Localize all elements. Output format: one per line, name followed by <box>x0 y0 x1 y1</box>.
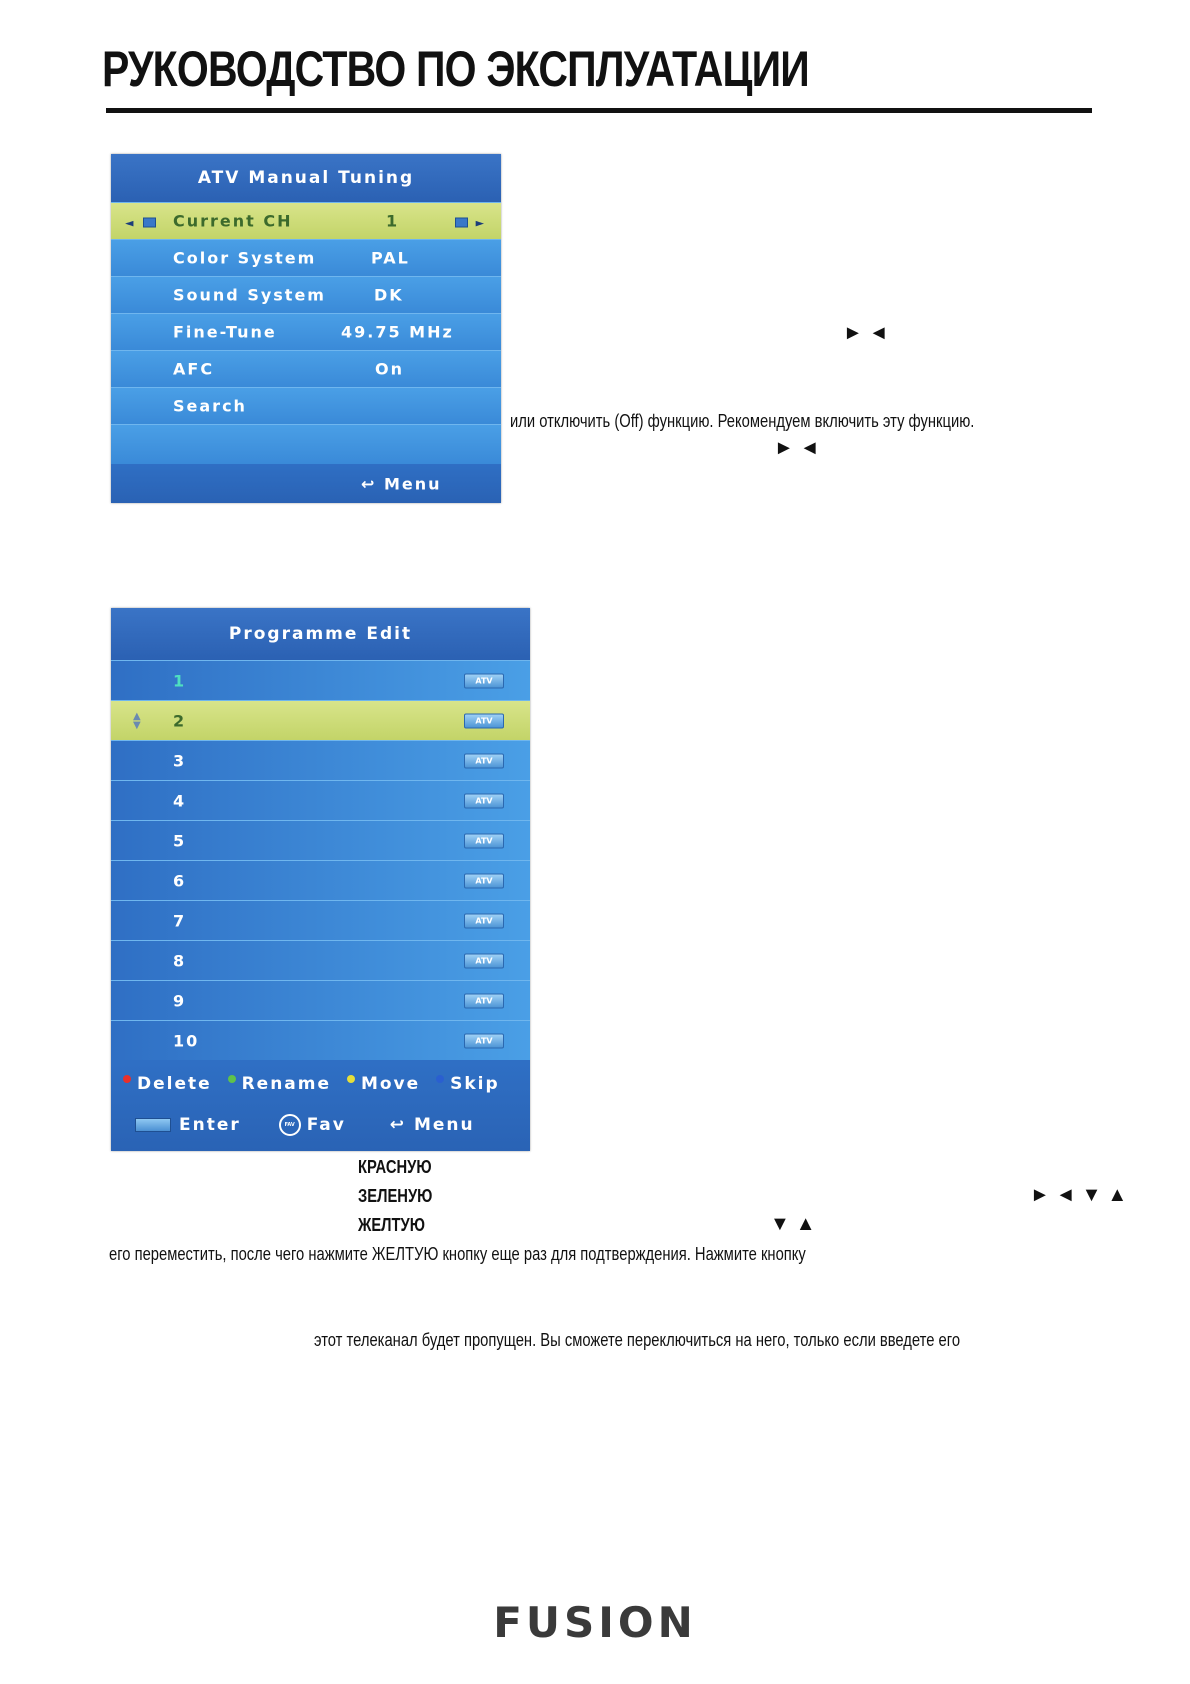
atv-menu-footer <box>111 464 501 503</box>
enter-key[interactable]: Enter <box>135 1115 249 1135</box>
atv-badge: ATV <box>464 873 504 888</box>
programme-number: 9 <box>173 991 187 1010</box>
fine-tune-arrows: ►◄ <box>843 322 895 344</box>
programme-number: 8 <box>173 951 187 970</box>
programme-row[interactable] <box>111 660 530 700</box>
atv-menu-title: ATV Manual Tuning <box>111 154 501 202</box>
hint-row <box>135 1114 475 1136</box>
search-arrows: ►◄ <box>774 437 826 459</box>
title-divider <box>106 108 1092 113</box>
fine-tune-row[interactable] <box>111 313 501 350</box>
empty-row <box>111 424 501 464</box>
return-icon: ↩ <box>361 474 377 493</box>
programme-number: 3 <box>173 751 187 770</box>
page-title: РУКОВОДСТВО ПО ЭКСПЛУАТАЦИИ <box>102 41 809 97</box>
menu-label: Menu <box>383 474 442 493</box>
programme-number: 4 <box>173 791 187 810</box>
programme-row[interactable] <box>111 1020 530 1060</box>
minus-icon <box>143 217 156 227</box>
move-arrows: ▼▲ <box>770 1213 822 1235</box>
programme-row[interactable] <box>111 700 530 740</box>
sound-system-label: Sound System <box>173 285 326 305</box>
yellow-dot-icon <box>347 1075 355 1083</box>
search-label: Search <box>173 396 247 416</box>
move-key[interactable]: Move <box>347 1074 420 1094</box>
afc-row[interactable] <box>111 350 501 387</box>
programme-number: 7 <box>173 911 187 930</box>
green-key-word: ЗЕЛЕНУЮ <box>358 1186 433 1206</box>
rename-arrows: ►◄▼▲ <box>1030 1184 1134 1206</box>
fine-tune-value: 49.75 MHz <box>341 322 454 342</box>
return-icon: ↩ <box>389 1115 407 1135</box>
programme-number: 5 <box>173 831 187 850</box>
fusion-logo: FUSION <box>493 1598 697 1647</box>
menu-key[interactable]: ↩ Menu <box>389 1115 475 1135</box>
sound-system-value: DK <box>374 285 404 305</box>
green-dot-icon <box>228 1075 236 1083</box>
atv-badge: ATV <box>464 1033 504 1048</box>
programme-row[interactable] <box>111 940 530 980</box>
atv-manual-tuning-menu <box>111 154 501 503</box>
skip-key[interactable]: Skip <box>436 1074 500 1094</box>
yellow-key-word: ЖЕЛТУЮ <box>358 1215 425 1235</box>
fav-icon: FAV <box>279 1114 301 1136</box>
atv-badge: ATV <box>464 713 504 728</box>
move-updown-icon: ▲ ▼ <box>133 710 143 731</box>
afc-value: On <box>375 359 404 379</box>
red-dot-icon <box>123 1075 131 1083</box>
afc-description: или отключить (Off) функцию. Рекомендуем включить эту функцию. <box>510 411 975 431</box>
fav-key[interactable]: FAV Fav <box>279 1115 354 1135</box>
delete-key[interactable]: Delete <box>123 1074 212 1094</box>
atv-badge: ATV <box>464 793 504 808</box>
color-system-value: PAL <box>371 248 410 268</box>
atv-badge: ATV <box>464 953 504 968</box>
atv-badge: ATV <box>464 673 504 688</box>
programme-row[interactable] <box>111 900 530 940</box>
move-description: его переместить, после чего нажмите ЖЕЛТУЮ кнопку еще раз для подтверждения. Нажмите кнопку <box>109 1244 806 1264</box>
plus-icon <box>455 217 468 227</box>
programme-number: 1 <box>173 671 187 690</box>
current-ch-label: Current CH <box>173 211 293 231</box>
menu-hint <box>361 474 442 493</box>
fine-tune-label: Fine-Tune <box>173 322 277 342</box>
atv-badge: ATV <box>464 993 504 1008</box>
search-row[interactable] <box>111 387 501 424</box>
legend-row <box>123 1074 500 1094</box>
programme-row[interactable] <box>111 780 530 820</box>
programme-number: 10 <box>173 1031 200 1050</box>
color-system-label: Color System <box>173 248 317 268</box>
skip-description: этот телеканал будет пропущен. Вы сможете переключиться на него, только если введете его <box>314 1330 961 1350</box>
programme-row[interactable] <box>111 860 530 900</box>
programme-row[interactable] <box>111 820 530 860</box>
programme-edit-footer <box>111 1064 530 1151</box>
color-system-row[interactable] <box>111 239 501 276</box>
sound-system-row[interactable] <box>111 276 501 313</box>
programme-edit-menu <box>111 608 530 1151</box>
atv-badge: ATV <box>464 833 504 848</box>
programme-row[interactable] <box>111 980 530 1020</box>
atv-badge: ATV <box>464 913 504 928</box>
programme-row[interactable] <box>111 740 530 780</box>
right-arrow-icon: ► <box>475 216 487 230</box>
current-ch-row[interactable] <box>111 202 501 239</box>
enter-icon <box>135 1118 171 1132</box>
rename-key[interactable]: Rename <box>228 1074 331 1094</box>
left-arrow-icon: ◄ <box>125 216 136 230</box>
programme-number: 2 <box>173 711 187 730</box>
programme-number: 6 <box>173 871 187 890</box>
afc-label: AFC <box>173 359 215 379</box>
programme-edit-title: Programme Edit <box>111 608 530 660</box>
current-ch-value: 1 <box>386 211 400 231</box>
atv-badge: ATV <box>464 753 504 768</box>
blue-dot-icon <box>436 1075 444 1083</box>
red-key-word: КРАСНУЮ <box>358 1157 432 1177</box>
